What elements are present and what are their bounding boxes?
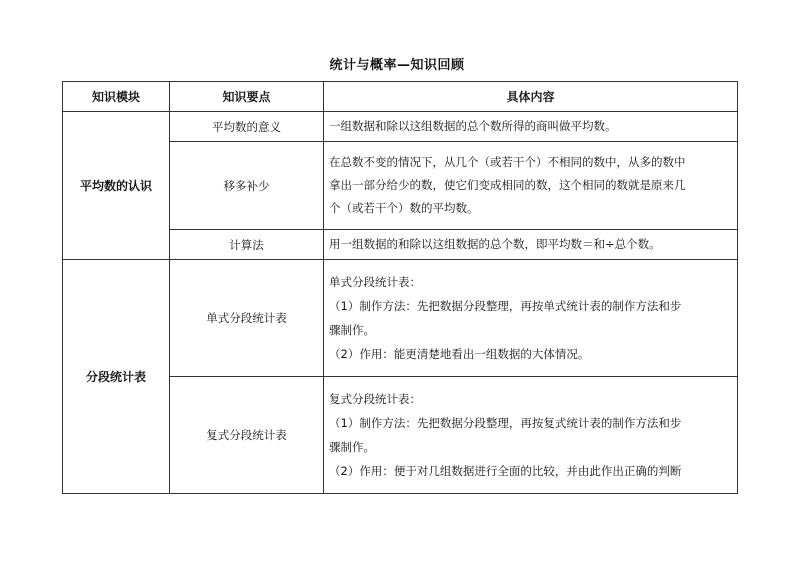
content-line: 一组数据和除以这组数据的总个数所得的商叫做平均数。 [329,119,617,133]
content-line: 拿出一部分给少的数，使它们变成相同的数，这个相同的数就是原来几 [329,178,686,192]
content-line: 单式分段统计表： [329,275,421,289]
content-line: 复式分段统计表： [329,392,421,406]
content-line: （1）制作方法：先把数据分段整理，再按复式统计表的制作方法和步 [329,416,682,430]
table-header-row [63,82,738,112]
point-compound-segment-table: 复式分段统计表 [170,377,324,494]
content-line: 骤制作。 [329,440,375,454]
content-line: 在总数不变的情况下，从几个（或若干个）不相同的数中，从多的数中 [329,155,686,169]
content-line: （2）作用：便于对几组数据进行全面的比较，并由此作出正确的判断 [329,464,682,478]
module-segment-table: 分段统计表 [63,260,170,494]
content-line: 个（或若干个）数的平均数。 [329,201,479,215]
table-row [63,260,738,377]
content-compound-segment-table [324,377,738,494]
point-move-more-to-less: 移多补少 [170,142,324,230]
content-line: （2）作用：能更清楚地看出一组数据的大体情况。 [329,347,590,361]
module-average: 平均数的认识 [63,112,170,260]
content-single-segment-table [324,260,738,377]
content-line: 骤制作。 [329,323,375,337]
knowledge-table [62,81,738,494]
point-calculation: 计算法 [170,230,324,260]
point-single-segment-table: 单式分段统计表 [170,260,324,377]
content-line: 用一组数据的和除以这组数据的总个数，即平均数＝和÷总个数。 [329,237,661,251]
point-average-meaning: 平均数的意义 [170,112,324,142]
content-line: （1）制作方法：先把数据分段整理，再按单式统计表的制作方法和步 [329,299,682,313]
header-content: 具体内容 [324,82,738,112]
content-calculation [324,230,738,260]
header-module: 知识模块 [63,82,170,112]
header-point: 知识要点 [170,82,324,112]
document-title: 统计与概率—知识回顾 [329,58,465,73]
table-row [63,112,738,142]
content-average-meaning [324,112,738,142]
content-move-more-to-less [324,142,738,230]
